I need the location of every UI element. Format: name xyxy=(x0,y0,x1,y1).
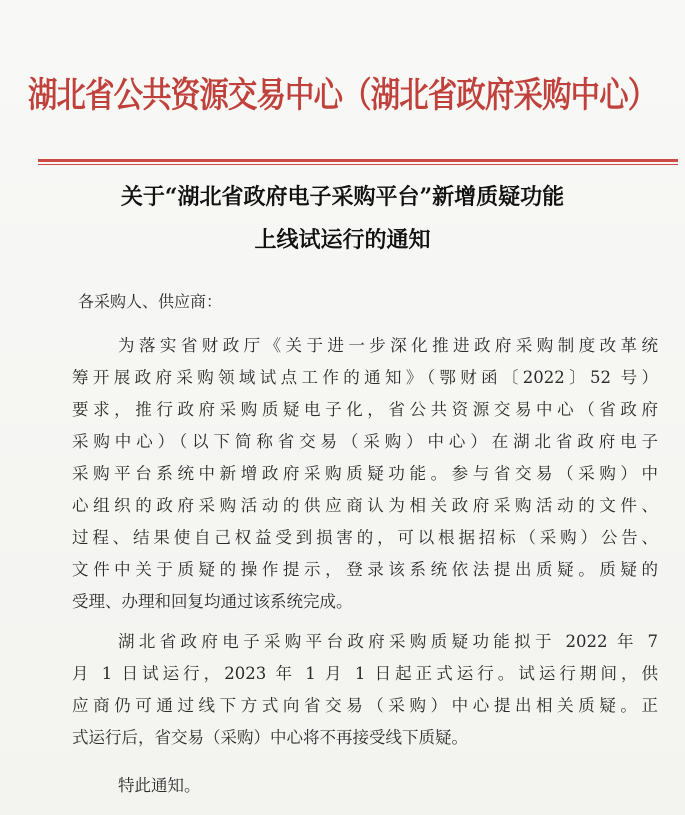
issuer-header-title: 湖北省公共资源交易中心（湖北省政府采购中心） xyxy=(28,76,657,116)
paragraph-1-line: 心组织的政府采购活动的供应商认为相关政府采购活动的文件、 xyxy=(72,496,658,515)
paragraph-2-line: 式运行后，省交易（采购）中心将不再接受线下质疑。 xyxy=(72,728,468,747)
paragraph-2-line: 月 1 日试运行，2023 年 1 月 1 日起正式运行。试运行期间，供 xyxy=(72,664,658,683)
paragraph-1-line: 要求，推行政府采购质疑电子化，省公共资源交易中心（省政府 xyxy=(72,400,658,419)
paragraph-2-line: 湖北省政府电子采购平台政府采购质疑功能拟于 2022 年 7 xyxy=(118,632,658,651)
header-red-rule-thin xyxy=(38,164,678,165)
document-title-line-1: 关于“湖北省政府电子采购平台”新增质疑功能 xyxy=(120,184,565,210)
paragraph-1-line: 过程、结果使自己权益受到损害的，可以根据招标（采购）公告、 xyxy=(72,528,658,547)
paragraph-1-line: 筹开展政府采购领域试点工作的通知》（鄂财函〔2022〕52 号） xyxy=(72,368,658,387)
paragraph-1-line: 为落实省财政厅《关于进一步深化推进政府采购制度改革统 xyxy=(118,336,658,355)
salutation: 各采购人、供应商： xyxy=(78,292,223,311)
paragraph-1-line: 采购平台系统中新增政府采购质疑功能。参与省交易（采购）中 xyxy=(72,464,658,483)
paragraph-1-line: 采购中心）（以下简称省交易（采购）中心）在湖北省政府电子 xyxy=(72,432,658,451)
document-title-line-2: 上线试运行的通知 xyxy=(254,227,431,253)
closing-line: 特此通知。 xyxy=(118,776,201,795)
paragraph-2-line: 应商仍可通过线下方式向省交易（采购）中心提出相关质疑。正 xyxy=(72,696,658,715)
paragraph-1-line: 文件中关于质疑的操作提示，登录该系统依法提出质疑。质疑的 xyxy=(72,560,658,579)
header-red-rule xyxy=(38,159,678,162)
paragraph-1-line: 受理、办理和回复均通过该系统完成。 xyxy=(72,592,353,611)
